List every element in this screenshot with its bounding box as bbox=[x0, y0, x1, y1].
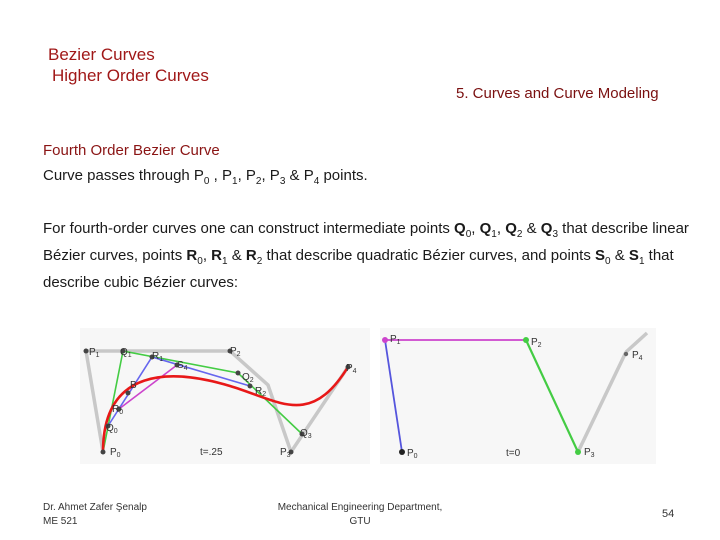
footer-author bbox=[43, 501, 147, 529]
point-b bbox=[126, 391, 131, 396]
label-p1: $P_1$ bbox=[390, 334, 401, 346]
title-line-1: Bezier Curves bbox=[48, 45, 155, 64]
label-p2: $P_2$ bbox=[531, 337, 542, 349]
label-p0: $P_0$ bbox=[407, 448, 418, 460]
point-p1 bbox=[382, 337, 388, 343]
label-p2: $P_2$ bbox=[230, 346, 241, 358]
point-p0 bbox=[399, 449, 405, 455]
chapter-heading: 5. Curves and Curve Modeling bbox=[456, 85, 659, 102]
label-t: t=.25 bbox=[200, 447, 223, 458]
point-p4 bbox=[624, 352, 628, 356]
label-s4: $S_4$ bbox=[177, 360, 188, 372]
label-b: B bbox=[130, 380, 137, 391]
point-r2 bbox=[248, 384, 253, 389]
figure-background bbox=[380, 328, 656, 464]
passes-through-text: Curve passes through $P_0$ , $P_1$, $P_2$, $P_3$ & $P_4$ points. bbox=[43, 167, 368, 187]
label-r0: $R_0$ bbox=[112, 404, 124, 416]
department-line-2: GTU bbox=[349, 516, 371, 527]
bezier-t0-figure bbox=[380, 328, 656, 464]
page-number: 54 bbox=[662, 508, 675, 520]
label-p4: $P_4$ bbox=[346, 363, 357, 375]
label-q0: $Q_0$ bbox=[106, 423, 118, 435]
label-q3: $Q_3$ bbox=[300, 428, 312, 440]
label-r1: $R_1$ bbox=[152, 351, 164, 363]
slide-title bbox=[48, 44, 209, 86]
bezier-construction-figure bbox=[80, 328, 370, 464]
author-name: Dr. Ahmet Zafer Şenalp bbox=[43, 502, 147, 513]
label-p0-bottom: $P_0$ bbox=[110, 447, 121, 459]
label-t: t=0 bbox=[506, 448, 521, 459]
title-line-2: Higher Order Curves bbox=[52, 66, 209, 85]
department-line-1: Mechanical Engineering Department, bbox=[277, 502, 443, 513]
label-q2: $Q_2$ bbox=[242, 372, 254, 384]
point-p0-curve bbox=[101, 450, 106, 455]
label-p0: $P_1$ bbox=[89, 347, 100, 359]
course-code: ME 521 bbox=[43, 516, 78, 527]
description-paragraph: For fourth-order curves one can construct intermediate points $Q_0$, $Q_1$, $Q_2$ & $Q_3$ that describe linear Bézier curves, points $R_0$, $R_1$ & $R_2$ that describe quadratic Bézier curves, and points $S_0$ & $S_1$ that describe cubic Bézier curves: bbox=[43, 220, 689, 291]
label-p3: $P_3$ bbox=[280, 447, 291, 459]
label-p4: $P_4$ bbox=[632, 350, 643, 362]
point-p0 bbox=[84, 349, 89, 354]
label-q1: $Q_1$ bbox=[120, 347, 132, 359]
point-q2 bbox=[236, 371, 241, 376]
label-p3: $P_3$ bbox=[584, 447, 595, 459]
point-p2 bbox=[523, 337, 529, 343]
footer-department bbox=[262, 501, 458, 529]
section-subtitle: Fourth Order Bezier Curve bbox=[43, 142, 220, 159]
point-p3 bbox=[575, 449, 581, 455]
label-r2: $R_2$ bbox=[255, 386, 267, 398]
